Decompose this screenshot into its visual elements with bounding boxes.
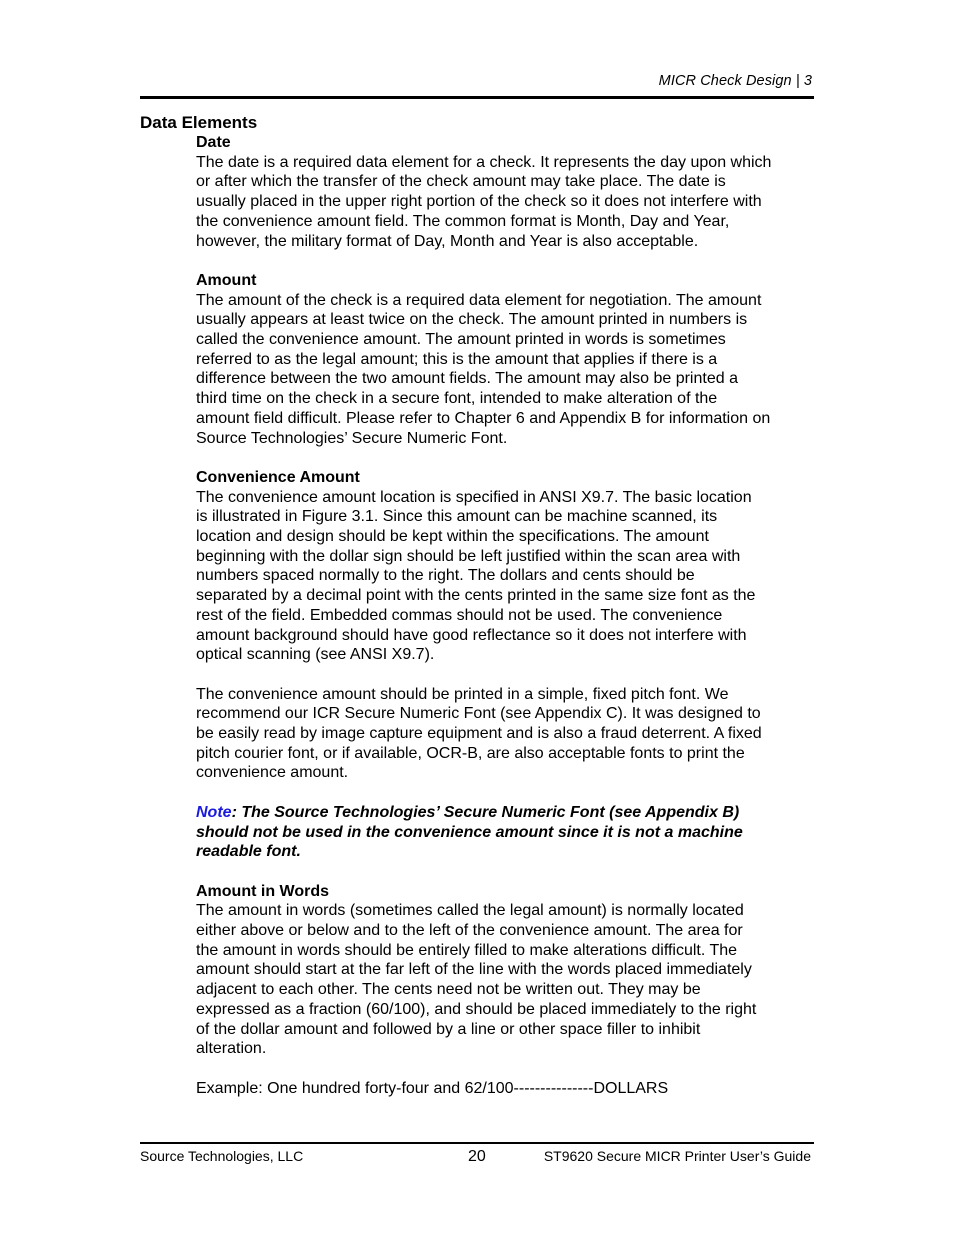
footer-rule: [140, 1142, 814, 1144]
note-line: : The Source Technologies’ Secure Numeric Font (see Appendix B): [231, 803, 740, 821]
words-line: of the dollar amount and followed by a line or other space filler to inhibit: [196, 1020, 701, 1038]
amount-section: [196, 271, 821, 448]
note-line: should not be used in the convenience amount since it is not a machine: [196, 823, 743, 841]
words-line: amount should start at the far left of the line with the words placed immediately: [196, 961, 752, 979]
header-rule: [140, 96, 814, 99]
convenience-amount-paragraph-2: [196, 685, 821, 784]
convenience-line: recommend our ICR Secure Numeric Font (see Appendix C). It was designed to: [196, 705, 761, 723]
convenience-line: be easily read by image capture equipment and is also a fraud deterrent. A fixed: [196, 725, 762, 743]
amount-line: difference between the two amount fields. The amount may also be printed a: [196, 370, 738, 388]
words-line: The amount in words (sometimes called the legal amount) is normally located: [196, 902, 744, 920]
date-line: however, the military format of Day, Month and Year is also acceptable.: [196, 232, 699, 250]
convenience-line: rest of the field. Embedded commas should not be used. The convenience: [196, 606, 723, 624]
convenience-line: The convenience amount location is specified in ANSI X9.7. The basic location: [196, 488, 752, 506]
amount-line: third time on the check in a secure font, intended to make alteration of the: [196, 390, 718, 408]
amount-in-words-heading: Amount in Words: [196, 882, 330, 900]
amount-heading: Amount: [196, 271, 257, 289]
date-line: the convenience amount field. The common format is Month, Day and Year,: [196, 212, 730, 230]
date-section: [196, 133, 821, 251]
body-content: [196, 133, 821, 1098]
convenience-line: The convenience amount should be printed in a simple, fixed pitch font. We: [196, 685, 729, 703]
note-line: readable font.: [196, 843, 301, 861]
convenience-line: beginning with the dollar sign should be left justified within the scan area with: [196, 547, 741, 565]
convenience-line: optical scanning (see ANSI X9.7).: [196, 646, 435, 664]
footer-guide-title: ST9620 Secure MICR Printer User’s Guide: [543, 1148, 811, 1164]
convenience-line: numbers spaced normally to the right. The dollars and cents should be: [196, 567, 695, 585]
convenience-line: separated by a decimal point with the cents printed in the same size font as the: [196, 587, 756, 605]
amount-line: called the convenience amount. The amount printed in words is sometimes: [196, 331, 726, 349]
convenience-amount-paragraph-1: [196, 488, 821, 665]
words-line: expressed as a fraction (60/100), and should be placed immediately to the right: [196, 1000, 757, 1018]
convenience-amount-section: [196, 468, 821, 862]
amount-in-words-section: [196, 882, 821, 1099]
convenience-line: convenience amount.: [196, 764, 349, 782]
convenience-line: pitch courier font, or if available, OCR-B, are also acceptable fonts to print the: [196, 744, 745, 762]
date-line: usually placed in the upper right portion of the check so it does not interfere with: [196, 193, 762, 211]
words-line: adjacent to each other. The cents need not be written out. They may be: [196, 981, 701, 999]
convenience-line: is illustrated in Figure 3.1. Since this amount can be machine scanned, its: [196, 508, 718, 526]
amount-line: referred to as the legal amount; this is the amount that applies if there is a: [196, 350, 718, 368]
convenience-amount-heading: Convenience Amount: [196, 468, 360, 486]
date-paragraph: [196, 153, 821, 252]
footer-company: Source Technologies, LLC: [140, 1148, 304, 1164]
words-line: alteration.: [196, 1040, 267, 1058]
words-line: the amount in words should be entirely filled to make alterations difficult. The: [196, 941, 738, 959]
amount-line: Source Technologies’ Secure Numeric Font.: [196, 429, 508, 447]
amount-line: amount field difficult. Please refer to Chapter 6 and Appendix B for information on: [196, 409, 771, 427]
amount-line: The amount of the check is a required data element for negotiation. The amount: [196, 291, 762, 309]
date-line: or after which the transfer of the check amount may take place. The date is: [196, 173, 726, 191]
date-heading: Date: [196, 134, 231, 151]
amount-line: usually appears at least twice on the check. The amount printed in numbers is: [196, 311, 748, 329]
note-callout: [196, 803, 821, 862]
date-line: The date is a required data element for a check. It represents the day upon which: [196, 153, 772, 171]
convenience-line: amount background should have good reflectance so it does not interfere with: [196, 626, 747, 644]
amount-in-words-example: Example: One hundred forty-four and 62/100---------------DOLLARS: [196, 1079, 669, 1097]
note-label: Note: [196, 803, 232, 821]
amount-paragraph: [196, 291, 821, 449]
footer-page-number: 20: [468, 1148, 486, 1165]
words-line: either above or below and to the left of the convenience amount. The area for: [196, 922, 743, 940]
section-title: Data Elements: [140, 113, 258, 132]
running-header: MICR Check Design | 3: [658, 73, 812, 89]
convenience-line: location and design should be kept within the specifications. The amount: [196, 528, 709, 546]
amount-in-words-paragraph: [196, 901, 821, 1059]
